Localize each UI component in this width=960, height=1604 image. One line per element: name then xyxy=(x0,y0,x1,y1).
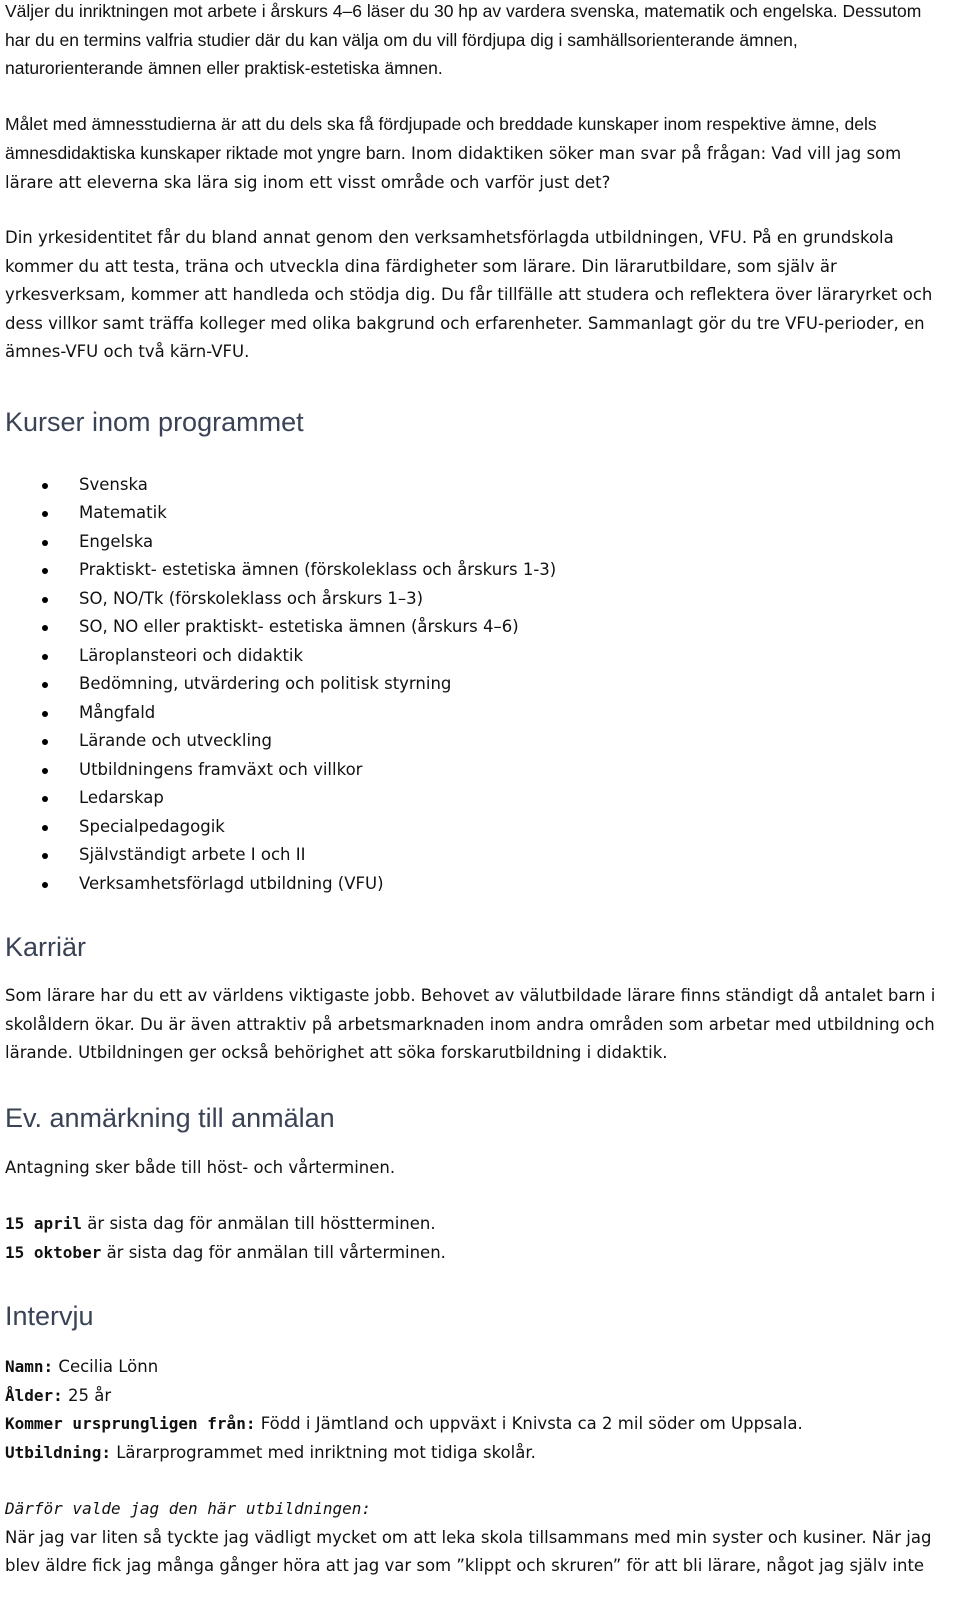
deadline-text: är sista dag för anmälan till vårterminen. xyxy=(101,1242,446,1262)
courses-list xyxy=(5,471,940,899)
field-value: Cecilia Lönn xyxy=(53,1357,159,1376)
interview-question xyxy=(5,1495,940,1524)
interview-name xyxy=(5,1353,940,1382)
career-heading: Karriär xyxy=(5,932,87,962)
field-value: 25 år xyxy=(62,1385,112,1405)
deadline-date: 15 oktober xyxy=(5,1242,102,1262)
deadline-text: är sista dag för anmälan till höstterminen. xyxy=(82,1214,436,1233)
course-item: Utbildningens framväxt och villkor xyxy=(79,756,940,785)
field-label: Utbildning: xyxy=(5,1442,111,1462)
intro-paragraph-3b: På en grundskola kommer du att testa, träna och utveckla dina färdigheter som lärare. xyxy=(5,228,894,276)
question-text: Därför valde jag den här utbildningen: xyxy=(5,1499,372,1518)
course-item: Engelska xyxy=(79,528,940,557)
application-heading: Ev. anmärkning till anmälan xyxy=(5,1102,335,1133)
career-paragraph: Som lärare har du ett av världens viktigaste jobb. Behovet av välutbildade lärare finns ständigt då antalet barn i skolåldern ökar. Du är även attraktiv på arbetsmarknaden inom andra områden som arbetar med utbildning och lärande. Utbildningen ger också behörighet att söka forskarutbildning i didaktik. xyxy=(5,986,936,1062)
interview-education xyxy=(5,1439,940,1468)
interview-age xyxy=(5,1382,940,1411)
intro-paragraph-3d: Du får tillfälle att studera och reflektera över läraryrket och dess villkor samt träffa kolleger med olika bakgrund och erfarenheter. xyxy=(5,285,933,333)
interview-heading: Intervju xyxy=(5,1301,94,1331)
application-deadline-spring xyxy=(5,1239,940,1268)
application-deadline-autumn xyxy=(5,1210,940,1239)
course-item: Svenska xyxy=(79,471,940,500)
interview-origin xyxy=(5,1410,940,1439)
course-item: Självständigt arbete I och II xyxy=(79,841,940,870)
deadline-date: 15 april xyxy=(5,1214,83,1233)
intro-paragraph-3 xyxy=(5,224,940,367)
field-label: Namn: xyxy=(5,1357,54,1376)
course-item: Praktiskt- estetiska ämnen (förskoleklass och årskurs 1-3) xyxy=(79,556,940,585)
intro-paragraph-1: Väljer du inriktningen mot arbete i årskurs 4–6 läser du 30 hp av vardera svenska, matematik och engelska. Dessutom har du en termins valfria studier där du kan välja om du vill fördjupa dig i samhällsorienterande ämnen, naturorienterande ämnen eller praktisk-estetiska ämnen. xyxy=(5,1,922,78)
intro-paragraph-2a: Målet med ämnesstudierna är att du dels ska få fördjupade och breddade kunskaper inom respektive ämne, dels ämnesdidaktiska kunskaper riktade mot yngre barn. xyxy=(5,113,877,163)
intro-paragraph-2b: Inom didaktiken söker man svar på frågan: Vad vill jag som lärare att eleverna ska lära sig inom ett visst område och varför just det? xyxy=(5,144,902,192)
field-value: Lärarprogrammet med inriktning mot tidiga skolår. xyxy=(110,1442,536,1462)
application-intro: Antagning sker både till höst- och vårterminen. xyxy=(5,1157,396,1177)
course-item: SO, NO eller praktiskt- estetiska ämnen (årskurs 4–6) xyxy=(79,613,940,642)
course-item: SO, NO/Tk (förskoleklass och årskurs 1–3) xyxy=(79,585,940,614)
course-item: Specialpedagogik xyxy=(79,813,940,842)
intro-paragraph-3e: Sammanlagt gör du tre VFU-perioder, en ämnes-VFU och två kärn-VFU. xyxy=(5,313,925,361)
intro-paragraph-3c: Din lärarutbildare, som själv är yrkesverksam, kommer att handleda och stödja dig. xyxy=(5,256,837,304)
course-item: Matematik xyxy=(79,499,940,528)
course-item: Läroplansteori och didaktik xyxy=(79,642,940,671)
field-label: Ålder: xyxy=(5,1385,63,1405)
course-item: Mångfald xyxy=(79,699,940,728)
courses-heading: Kurser inom programmet xyxy=(5,406,304,437)
field-label: Kommer ursprungligen från: xyxy=(5,1414,256,1433)
intro-paragraph-2 xyxy=(5,110,940,198)
course-item: Verksamhetsförlagd utbildning (VFU) xyxy=(79,870,940,899)
course-item: Lärande och utveckling xyxy=(79,727,940,756)
interview-answer: När jag var liten så tyckte jag vädligt mycket om att leka skola tillsammans med min syster och kusiner. När jag blev äldre fick jag många gånger höra att jag var som ”klippt och skruren” för att bli lärare, något jag själv inte xyxy=(5,1527,932,1575)
intro-paragraph-3a: Din yrkesidentitet får du bland annat genom den verksamhetsförlagda utbildningen, VFU. xyxy=(5,228,748,247)
field-value: Född i Jämtland och uppväxt i Knivsta ca 2 mil söder om Uppsala. xyxy=(255,1414,803,1433)
course-item: Ledarskap xyxy=(79,784,940,813)
course-item: Bedömning, utvärdering och politisk styrning xyxy=(79,670,940,699)
